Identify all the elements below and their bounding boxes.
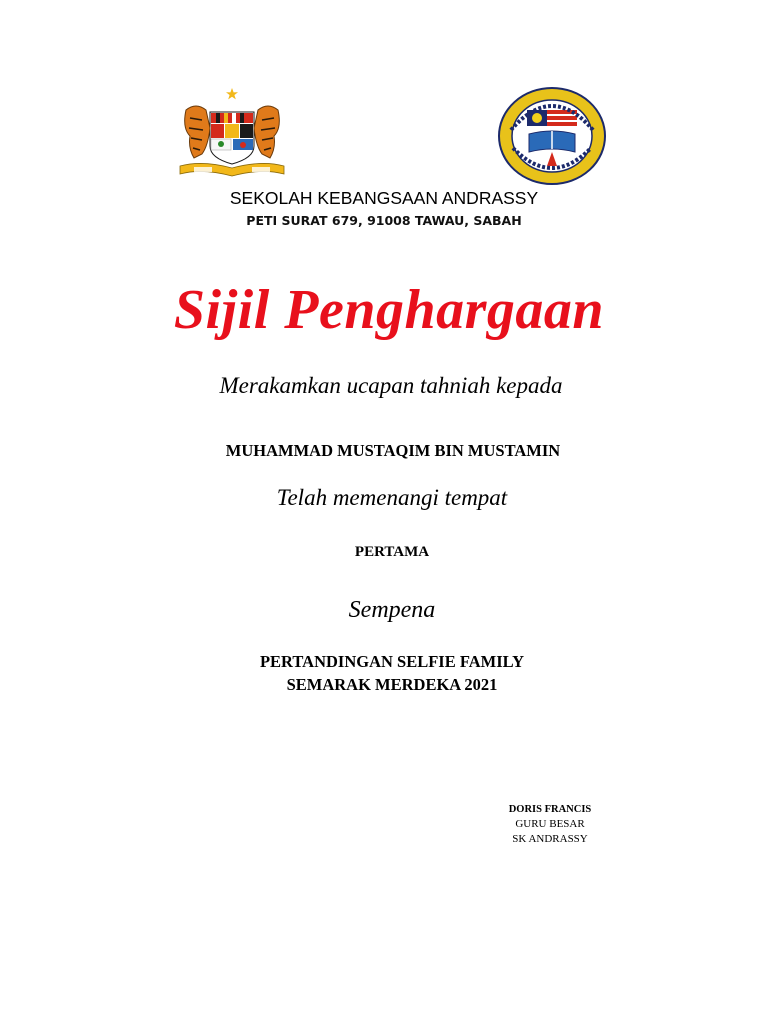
event-name bbox=[0, 650, 768, 696]
school-logo-icon bbox=[497, 86, 607, 186]
won-line: Telah memenangi tempat bbox=[276, 485, 508, 510]
certificate-title: Sijil Penghargaan bbox=[173, 279, 605, 341]
signatory-block bbox=[470, 802, 630, 847]
signatory-organization: SK ANDRASSY bbox=[512, 833, 588, 845]
school-address: PETI SURAT 679, 91008 TAWAU, SABAH bbox=[246, 213, 522, 228]
intro-line: Merakamkan ucapan tahniah kepada bbox=[219, 373, 563, 398]
signatory-name: DORIS FRANCIS bbox=[508, 804, 592, 815]
placement: PERTAMA bbox=[354, 544, 430, 560]
event-line-2: SEMARAK MERDEKA 2021 bbox=[286, 675, 498, 694]
event-line-1: PERTANDINGAN SELFIE FAMILY bbox=[259, 652, 525, 671]
recipient-name: MUHAMMAD MUSTAQIM BIN MUSTAMIN bbox=[225, 441, 561, 460]
school-name: SEKOLAH KEBANGSAAN ANDRASSY bbox=[229, 188, 539, 208]
occasion-line: Sempena bbox=[348, 597, 436, 623]
signatory-role: GURU BESAR bbox=[515, 818, 585, 830]
coat-of-arms-icon bbox=[172, 88, 292, 180]
